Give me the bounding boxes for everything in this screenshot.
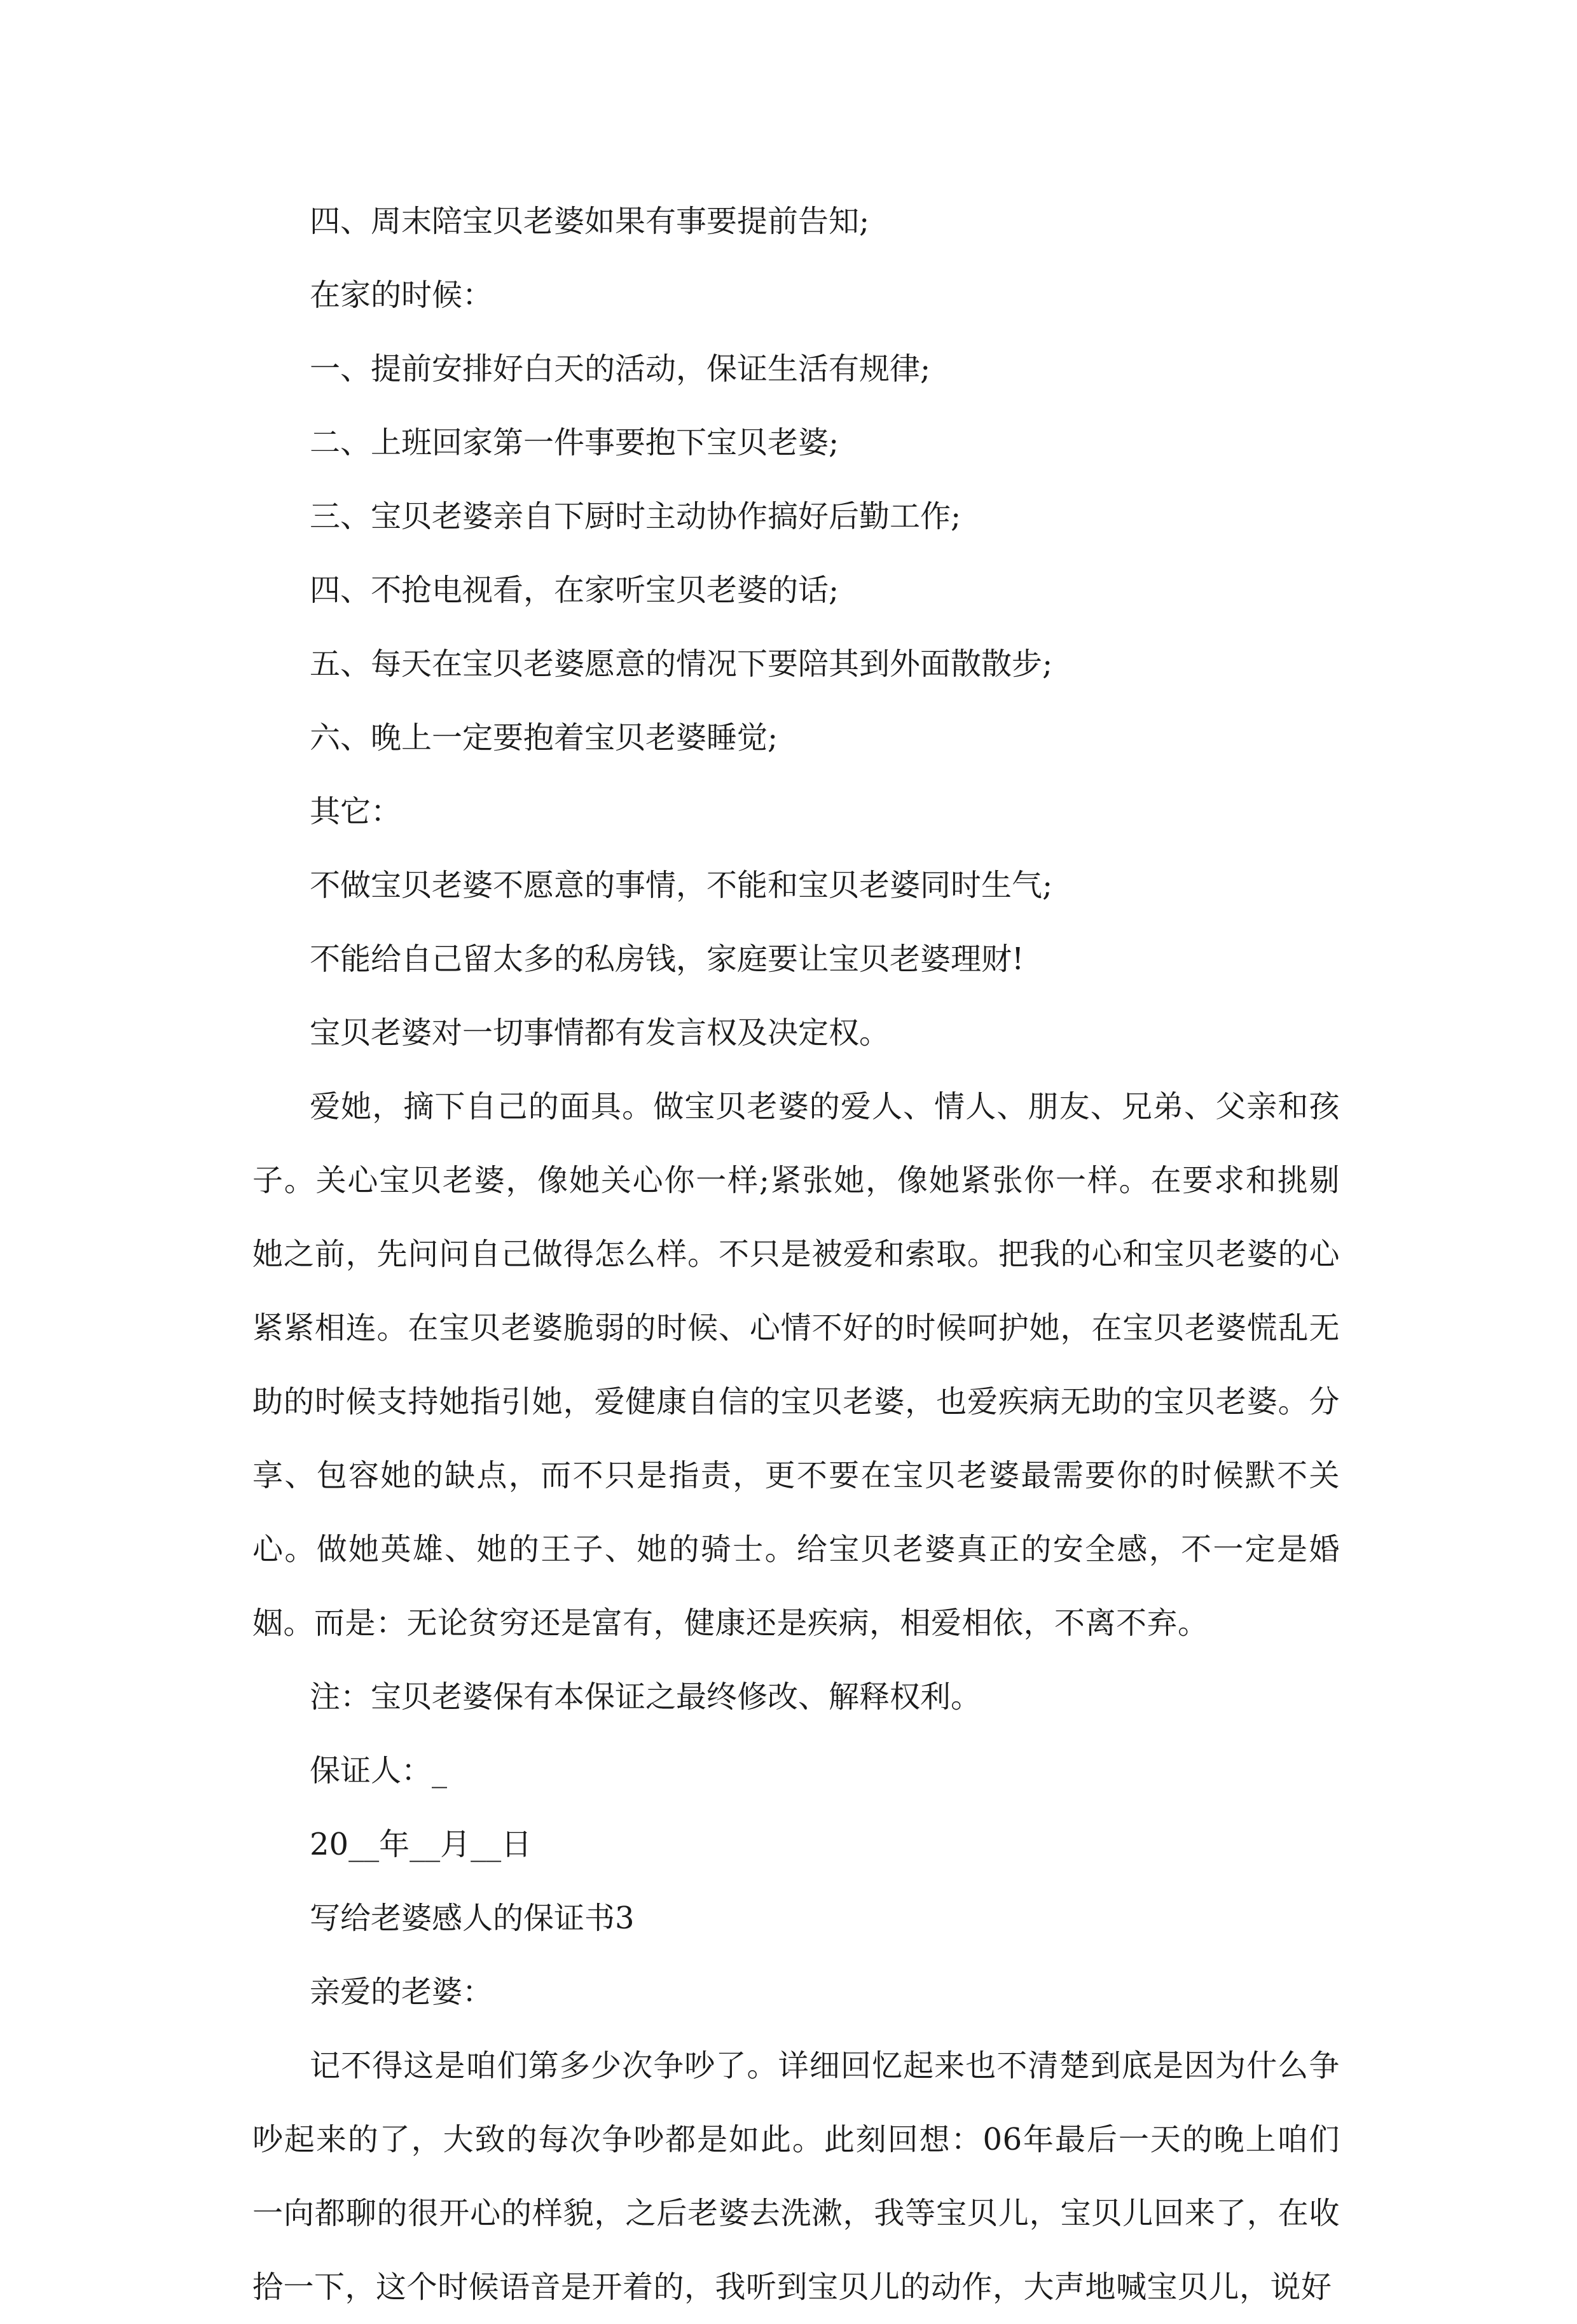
text-line: 一、提前安排好白天的活动，保证生活有规律; <box>310 351 931 387</box>
guarantor-line: 保证人：_ <box>310 1753 448 1788</box>
date-line: 20__年__月__日 <box>310 1827 532 1862</box>
article-title: 写给老婆感人的保证书3 <box>310 1900 635 1936</box>
note-line: 注：宝贝老婆保有本保证之最终修改、解释权利。 <box>310 1679 982 1715</box>
text-line: 不做宝贝老婆不愿意的事情，不能和宝贝老婆同时生气; <box>310 868 1053 903</box>
text-line: 宝贝老婆对一切事情都有发言权及决定权。 <box>310 1015 890 1051</box>
section-heading-at-home: 在家的时候： <box>310 277 493 313</box>
text-line: 二、上班回家第一件事要抱下宝贝老婆; <box>310 425 839 460</box>
document-body <box>252 184 1340 2324</box>
section-heading-other: 其它： <box>310 794 402 829</box>
paragraph-love: 爱她，摘下自己的面具。做宝贝老婆的爱人、情人、朋友、兄弟、父亲和孩子。关心宝贝老婆，像她关心你一样;紧张她，像她紧张你一样。在要求和挑剔她之前，先问问自己做得怎么样。不只是被爱和索取。把我的心和宝贝老婆的心紧紧相连。在宝贝老婆脆弱的时候、心情不好的时候呵护她，在宝贝老婆慌乱无助的时候支持她指引她，爱健康自信的宝贝老婆，也爱疾病无助的宝贝老婆。分享、包容她的缺点，而不只是指责，更不要在宝贝老婆最需要你的时候默不关心。做她英雄、她的王子、她的骑士。给宝贝老婆真正的安全感，不一定是婚姻。而是：无论贫穷还是富有，健康还是疾病，相爱相依，不离不弃。 <box>252 1089 1340 1641</box>
salutation: 亲爱的老婆： <box>310 1974 493 2010</box>
text-line: 三、宝贝老婆亲自下厨时主动协作搞好后勤工作; <box>310 499 961 534</box>
text-line: 四、周末陪宝贝老婆如果有事要提前告知; <box>310 204 870 239</box>
text-line: 四、不抢电视看，在家听宝贝老婆的话; <box>310 572 839 608</box>
paragraph-story: 记不得这是咱们第多少次争吵了。详细回忆起来也不清楚到底是因为什么争吵起来的了，大致的每次争吵都是如此。此刻回想：06年最后一天的晚上咱们一向都聊的很开心的样貌，之后老婆去洗漱，我等宝贝儿，宝贝儿回来了，在收拾一下，这个时候语音是开着的，我听到宝贝儿的动作，大声地喊宝贝儿，说好 <box>252 2048 1340 2305</box>
text-line: 五、每天在宝贝老婆愿意的情况下要陪其到外面散散步; <box>310 646 1053 682</box>
text-line: 六、晚上一定要抱着宝贝老婆睡觉; <box>310 720 778 756</box>
text-line: 不能给自己留太多的私房钱，家庭要让宝贝老婆理财! <box>310 941 1024 977</box>
